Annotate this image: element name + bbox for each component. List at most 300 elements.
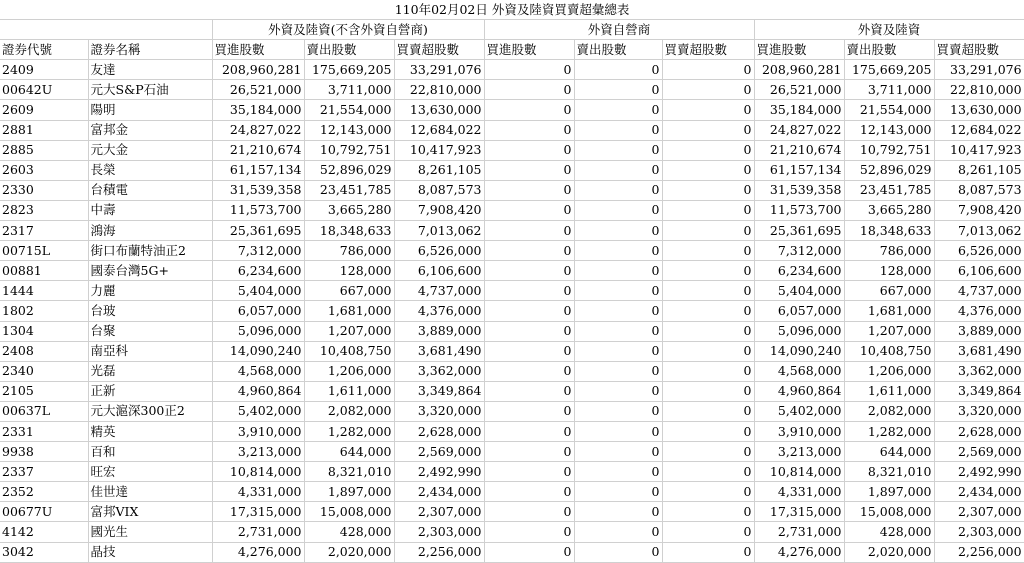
share-count-cell: 10,417,923 [394, 140, 484, 160]
share-count-cell: 35,184,000 [212, 100, 304, 120]
share-count-cell: 0 [662, 522, 754, 542]
share-count-cell: 3,665,280 [844, 200, 934, 220]
share-count-cell: 23,451,785 [304, 180, 394, 200]
share-count-cell: 0 [484, 462, 574, 482]
security-code-cell: 2408 [0, 341, 88, 361]
security-code-cell: 2105 [0, 381, 88, 401]
share-count-cell: 0 [574, 361, 662, 381]
share-count-cell: 0 [662, 381, 754, 401]
share-count-cell: 21,210,674 [212, 140, 304, 160]
column-header: 賣出股數 [574, 40, 662, 60]
security-name-cell: 台積電 [88, 180, 212, 200]
share-count-cell: 25,361,695 [212, 221, 304, 241]
share-count-cell: 0 [574, 482, 662, 502]
share-count-cell: 8,087,573 [934, 180, 1024, 200]
share-count-cell: 2,303,000 [934, 522, 1024, 542]
share-count-cell: 31,539,358 [212, 180, 304, 200]
share-count-cell: 3,665,280 [304, 200, 394, 220]
share-count-cell: 2,020,000 [304, 542, 394, 562]
security-name-cell: 元大金 [88, 140, 212, 160]
title-row [0, 0, 1024, 20]
security-name-cell: 南亞科 [88, 341, 212, 361]
share-count-cell: 128,000 [304, 261, 394, 281]
share-count-cell: 1,681,000 [844, 301, 934, 321]
table-row [0, 241, 1024, 261]
share-count-cell: 0 [574, 281, 662, 301]
share-count-cell: 5,096,000 [212, 321, 304, 341]
share-count-cell: 31,539,358 [754, 180, 844, 200]
security-code-cell: 00881 [0, 261, 88, 281]
share-count-cell: 3,362,000 [394, 361, 484, 381]
group-header-foreign-dealers: 外資自營商 [484, 20, 754, 40]
security-name-cell: 光磊 [88, 361, 212, 381]
share-count-cell: 4,737,000 [394, 281, 484, 301]
share-count-cell: 10,408,750 [304, 341, 394, 361]
share-count-cell: 2,628,000 [394, 421, 484, 441]
share-count-cell: 0 [484, 542, 574, 562]
share-count-cell: 21,554,000 [304, 100, 394, 120]
security-name-cell: 國光生 [88, 522, 212, 542]
security-code-cell: 2330 [0, 180, 88, 200]
share-count-cell: 0 [574, 301, 662, 321]
security-name-cell: 台玻 [88, 301, 212, 321]
share-count-cell: 0 [662, 361, 754, 381]
column-header: 證券名稱 [88, 40, 212, 60]
security-name-cell: 國泰台灣5G+ [88, 261, 212, 281]
share-count-cell: 6,057,000 [212, 301, 304, 321]
share-count-cell: 12,684,022 [934, 120, 1024, 140]
share-count-cell: 23,451,785 [844, 180, 934, 200]
security-name-cell: 晶技 [88, 542, 212, 562]
share-count-cell: 1,611,000 [844, 381, 934, 401]
table-row [0, 421, 1024, 441]
security-name-cell: 精英 [88, 421, 212, 441]
share-count-cell: 8,087,573 [394, 180, 484, 200]
share-count-cell: 14,090,240 [212, 341, 304, 361]
share-count-cell: 21,554,000 [844, 100, 934, 120]
security-code-cell: 9938 [0, 442, 88, 462]
security-code-cell: 2885 [0, 140, 88, 160]
share-count-cell: 1,897,000 [844, 482, 934, 502]
share-count-cell: 13,630,000 [934, 100, 1024, 120]
share-count-cell: 0 [574, 100, 662, 120]
table-row [0, 221, 1024, 241]
share-count-cell: 644,000 [304, 442, 394, 462]
share-count-cell: 0 [574, 180, 662, 200]
share-count-cell: 2,731,000 [212, 522, 304, 542]
share-count-cell: 2,569,000 [394, 442, 484, 462]
share-count-cell: 26,521,000 [754, 80, 844, 100]
table-row [0, 120, 1024, 140]
share-count-cell: 4,960,864 [754, 381, 844, 401]
share-count-cell: 4,568,000 [754, 361, 844, 381]
share-count-cell: 33,291,076 [934, 60, 1024, 80]
share-count-cell: 3,349,864 [394, 381, 484, 401]
table-row [0, 341, 1024, 361]
share-count-cell: 17,315,000 [212, 502, 304, 522]
security-code-cell: 2340 [0, 361, 88, 381]
share-count-cell: 2,256,000 [934, 542, 1024, 562]
share-count-cell: 25,361,695 [754, 221, 844, 241]
share-count-cell: 2,256,000 [394, 542, 484, 562]
share-count-cell: 2,082,000 [304, 401, 394, 421]
share-count-cell: 0 [574, 221, 662, 241]
share-count-cell: 0 [484, 281, 574, 301]
share-count-cell: 0 [484, 140, 574, 160]
share-count-cell: 12,143,000 [304, 120, 394, 140]
share-count-cell: 0 [574, 401, 662, 421]
security-code-cell: 4142 [0, 522, 88, 542]
security-name-cell: 富邦金 [88, 120, 212, 140]
share-count-cell: 2,628,000 [934, 421, 1024, 441]
share-count-cell: 21,210,674 [754, 140, 844, 160]
group-header-row [0, 20, 1024, 40]
share-count-cell: 0 [662, 401, 754, 421]
share-count-cell: 33,291,076 [394, 60, 484, 80]
share-count-cell: 667,000 [304, 281, 394, 301]
share-count-cell: 0 [484, 100, 574, 120]
share-count-cell: 0 [662, 261, 754, 281]
security-code-cell: 2337 [0, 462, 88, 482]
security-name-cell: 元大滬深300正2 [88, 401, 212, 421]
table-title: 110年02月02日 外資及陸資買賣超彙總表 [0, 0, 1024, 20]
share-count-cell: 61,157,134 [754, 160, 844, 180]
share-count-cell: 0 [662, 321, 754, 341]
share-count-cell: 15,008,000 [844, 502, 934, 522]
share-count-cell: 0 [484, 421, 574, 441]
share-count-cell: 6,234,600 [212, 261, 304, 281]
share-count-cell: 2,569,000 [934, 442, 1024, 462]
share-count-cell: 4,568,000 [212, 361, 304, 381]
share-count-cell: 7,013,062 [934, 221, 1024, 241]
share-count-cell: 6,106,600 [934, 261, 1024, 281]
security-name-cell: 街口布蘭特油正2 [88, 241, 212, 261]
share-count-cell: 0 [662, 502, 754, 522]
share-count-cell: 3,362,000 [934, 361, 1024, 381]
share-count-cell: 0 [574, 341, 662, 361]
share-count-cell: 786,000 [844, 241, 934, 261]
security-name-cell: 富邦VIX [88, 502, 212, 522]
share-count-cell: 52,896,029 [844, 160, 934, 180]
share-count-cell: 0 [484, 361, 574, 381]
share-count-cell: 2,307,000 [934, 502, 1024, 522]
share-count-cell: 1,611,000 [304, 381, 394, 401]
security-code-cell: 2317 [0, 221, 88, 241]
share-count-cell: 0 [484, 442, 574, 462]
share-count-cell: 3,320,000 [394, 401, 484, 421]
share-count-cell: 61,157,134 [212, 160, 304, 180]
share-count-cell: 3,711,000 [844, 80, 934, 100]
table-row [0, 80, 1024, 100]
share-count-cell: 5,404,000 [212, 281, 304, 301]
group-header-foreign-total: 外資及陸資 [754, 20, 1024, 40]
security-code-cell: 2409 [0, 60, 88, 80]
security-name-cell: 旺宏 [88, 462, 212, 482]
share-count-cell: 10,417,923 [934, 140, 1024, 160]
share-count-cell: 1,207,000 [304, 321, 394, 341]
share-count-cell: 5,402,000 [212, 401, 304, 421]
share-count-cell: 0 [574, 140, 662, 160]
security-name-cell: 台聚 [88, 321, 212, 341]
share-count-cell: 1,282,000 [844, 421, 934, 441]
security-code-cell: 1444 [0, 281, 88, 301]
share-count-cell: 12,684,022 [394, 120, 484, 140]
table-row [0, 401, 1024, 421]
share-count-cell: 0 [574, 462, 662, 482]
share-count-cell: 4,331,000 [754, 482, 844, 502]
security-name-cell: 陽明 [88, 100, 212, 120]
table-row [0, 442, 1024, 462]
share-count-cell: 0 [484, 401, 574, 421]
security-code-cell: 00637L [0, 401, 88, 421]
share-count-cell: 2,434,000 [394, 482, 484, 502]
group-header-blank [0, 20, 212, 40]
share-count-cell: 0 [484, 381, 574, 401]
share-count-cell: 10,792,751 [844, 140, 934, 160]
share-count-cell: 0 [574, 522, 662, 542]
share-count-cell: 8,261,105 [934, 160, 1024, 180]
share-count-cell: 0 [662, 462, 754, 482]
share-count-cell: 6,526,000 [934, 241, 1024, 261]
table-row [0, 301, 1024, 321]
security-name-cell: 友達 [88, 60, 212, 80]
share-count-cell: 7,908,420 [394, 200, 484, 220]
table-row [0, 462, 1024, 482]
share-count-cell: 1,207,000 [844, 321, 934, 341]
share-count-cell: 2,082,000 [844, 401, 934, 421]
share-count-cell: 208,960,281 [754, 60, 844, 80]
column-header: 買進股數 [754, 40, 844, 60]
share-count-cell: 2,492,990 [394, 462, 484, 482]
share-count-cell: 0 [662, 100, 754, 120]
share-count-cell: 0 [662, 200, 754, 220]
share-count-cell: 0 [574, 542, 662, 562]
security-code-cell: 1304 [0, 321, 88, 341]
share-count-cell: 428,000 [844, 522, 934, 542]
share-count-cell: 667,000 [844, 281, 934, 301]
share-count-cell: 3,711,000 [304, 80, 394, 100]
share-count-cell: 6,106,600 [394, 261, 484, 281]
share-count-cell: 8,321,010 [304, 462, 394, 482]
share-count-cell: 14,090,240 [754, 341, 844, 361]
share-count-cell: 18,348,633 [304, 221, 394, 241]
share-count-cell: 0 [484, 180, 574, 200]
share-count-cell: 24,827,022 [754, 120, 844, 140]
share-count-cell: 0 [574, 200, 662, 220]
share-count-cell: 5,402,000 [754, 401, 844, 421]
security-code-cell: 2823 [0, 200, 88, 220]
table-row [0, 140, 1024, 160]
share-count-cell: 7,908,420 [934, 200, 1024, 220]
share-count-cell: 15,008,000 [304, 502, 394, 522]
share-count-cell: 0 [574, 381, 662, 401]
share-count-cell: 0 [574, 421, 662, 441]
share-count-cell: 52,896,029 [304, 160, 394, 180]
share-count-cell: 4,960,864 [212, 381, 304, 401]
share-count-cell: 3,681,490 [394, 341, 484, 361]
table-row [0, 522, 1024, 542]
table-row [0, 542, 1024, 562]
share-count-cell: 22,810,000 [934, 80, 1024, 100]
share-count-cell: 428,000 [304, 522, 394, 542]
share-count-cell: 0 [662, 542, 754, 562]
share-count-cell: 0 [662, 341, 754, 361]
share-count-cell: 1,282,000 [304, 421, 394, 441]
share-count-cell: 3,213,000 [212, 442, 304, 462]
security-code-cell: 2609 [0, 100, 88, 120]
security-name-cell: 長榮 [88, 160, 212, 180]
share-count-cell: 17,315,000 [754, 502, 844, 522]
column-header: 買進股數 [212, 40, 304, 60]
share-count-cell: 0 [484, 502, 574, 522]
share-count-cell: 3,889,000 [934, 321, 1024, 341]
share-count-cell: 3,889,000 [394, 321, 484, 341]
share-count-cell: 8,261,105 [394, 160, 484, 180]
security-code-cell: 2352 [0, 482, 88, 502]
table-row [0, 261, 1024, 281]
share-count-cell: 0 [662, 120, 754, 140]
share-count-cell: 7,312,000 [754, 241, 844, 261]
share-count-cell: 6,057,000 [754, 301, 844, 321]
share-count-cell: 6,234,600 [754, 261, 844, 281]
share-count-cell: 175,669,205 [844, 60, 934, 80]
share-count-cell: 1,206,000 [304, 361, 394, 381]
security-name-cell: 正新 [88, 381, 212, 401]
security-code-cell: 2331 [0, 421, 88, 441]
share-count-cell: 7,013,062 [394, 221, 484, 241]
security-code-cell: 00715L [0, 241, 88, 261]
share-count-cell: 0 [484, 120, 574, 140]
table-row [0, 321, 1024, 341]
column-header-row [0, 40, 1024, 60]
share-count-cell: 2,731,000 [754, 522, 844, 542]
share-count-cell: 1,681,000 [304, 301, 394, 321]
table-row [0, 482, 1024, 502]
share-count-cell: 644,000 [844, 442, 934, 462]
share-count-cell: 0 [484, 200, 574, 220]
security-code-cell: 00642U [0, 80, 88, 100]
share-count-cell: 1,897,000 [304, 482, 394, 502]
share-count-cell: 0 [662, 80, 754, 100]
share-count-cell: 10,792,751 [304, 140, 394, 160]
table-row [0, 502, 1024, 522]
share-count-cell: 11,573,700 [754, 200, 844, 220]
share-count-cell: 128,000 [844, 261, 934, 281]
share-count-cell: 0 [484, 160, 574, 180]
table-row [0, 60, 1024, 80]
share-count-cell: 5,404,000 [754, 281, 844, 301]
share-count-cell: 8,321,010 [844, 462, 934, 482]
share-count-cell: 26,521,000 [212, 80, 304, 100]
share-count-cell: 12,143,000 [844, 120, 934, 140]
column-header: 賣出股數 [844, 40, 934, 60]
share-count-cell: 0 [574, 442, 662, 462]
share-count-cell: 175,669,205 [304, 60, 394, 80]
share-count-cell: 0 [484, 341, 574, 361]
share-count-cell: 4,276,000 [212, 542, 304, 562]
share-count-cell: 11,573,700 [212, 200, 304, 220]
share-count-cell: 0 [484, 80, 574, 100]
security-name-cell: 中壽 [88, 200, 212, 220]
share-count-cell: 10,814,000 [754, 462, 844, 482]
security-name-cell: 元大S&P石油 [88, 80, 212, 100]
share-count-cell: 10,814,000 [212, 462, 304, 482]
share-count-cell: 4,276,000 [754, 542, 844, 562]
share-count-cell: 0 [662, 442, 754, 462]
share-count-cell: 2,020,000 [844, 542, 934, 562]
share-count-cell: 0 [662, 180, 754, 200]
column-header: 買賣超股數 [394, 40, 484, 60]
share-count-cell: 1,206,000 [844, 361, 934, 381]
table-row [0, 200, 1024, 220]
share-count-cell: 786,000 [304, 241, 394, 261]
group-header-foreign-excl-dealers: 外資及陸資(不含外資自營商) [212, 20, 484, 40]
share-count-cell: 0 [662, 301, 754, 321]
share-count-cell: 0 [574, 261, 662, 281]
table-row [0, 381, 1024, 401]
share-count-cell: 3,681,490 [934, 341, 1024, 361]
share-count-cell: 0 [662, 281, 754, 301]
share-count-cell: 0 [484, 221, 574, 241]
share-count-cell: 4,376,000 [394, 301, 484, 321]
share-count-cell: 3,349,864 [934, 381, 1024, 401]
share-count-cell: 13,630,000 [394, 100, 484, 120]
share-count-cell: 3,910,000 [754, 421, 844, 441]
share-count-cell: 0 [574, 502, 662, 522]
share-count-cell: 24,827,022 [212, 120, 304, 140]
share-count-cell: 4,737,000 [934, 281, 1024, 301]
share-count-cell: 4,376,000 [934, 301, 1024, 321]
share-count-cell: 35,184,000 [754, 100, 844, 120]
security-code-cell: 1802 [0, 301, 88, 321]
security-code-cell: 00677U [0, 502, 88, 522]
share-count-cell: 0 [484, 241, 574, 261]
share-count-cell: 208,960,281 [212, 60, 304, 80]
security-code-cell: 3042 [0, 542, 88, 562]
share-count-cell: 3,320,000 [934, 401, 1024, 421]
share-count-cell: 0 [484, 301, 574, 321]
share-count-cell: 0 [662, 482, 754, 502]
table-row [0, 361, 1024, 381]
share-count-cell: 2,434,000 [934, 482, 1024, 502]
share-count-cell: 6,526,000 [394, 241, 484, 261]
table-row [0, 160, 1024, 180]
share-count-cell: 10,408,750 [844, 341, 934, 361]
share-count-cell: 3,910,000 [212, 421, 304, 441]
share-count-cell: 0 [662, 221, 754, 241]
share-count-cell: 0 [574, 60, 662, 80]
table-row [0, 100, 1024, 120]
column-header: 賣出股數 [304, 40, 394, 60]
share-count-cell: 0 [484, 522, 574, 542]
security-code-cell: 2603 [0, 160, 88, 180]
column-header: 買賣超股數 [662, 40, 754, 60]
table-row [0, 281, 1024, 301]
share-count-cell: 0 [662, 60, 754, 80]
share-count-cell: 0 [574, 160, 662, 180]
share-count-cell: 0 [662, 241, 754, 261]
share-count-cell: 0 [574, 321, 662, 341]
share-count-cell: 0 [662, 160, 754, 180]
share-count-cell: 3,213,000 [754, 442, 844, 462]
share-count-cell: 2,303,000 [394, 522, 484, 542]
security-name-cell: 百和 [88, 442, 212, 462]
share-count-cell: 0 [662, 140, 754, 160]
share-count-cell: 0 [484, 261, 574, 281]
column-header: 證券代號 [0, 40, 88, 60]
share-count-cell: 0 [662, 421, 754, 441]
share-count-cell: 18,348,633 [844, 221, 934, 241]
